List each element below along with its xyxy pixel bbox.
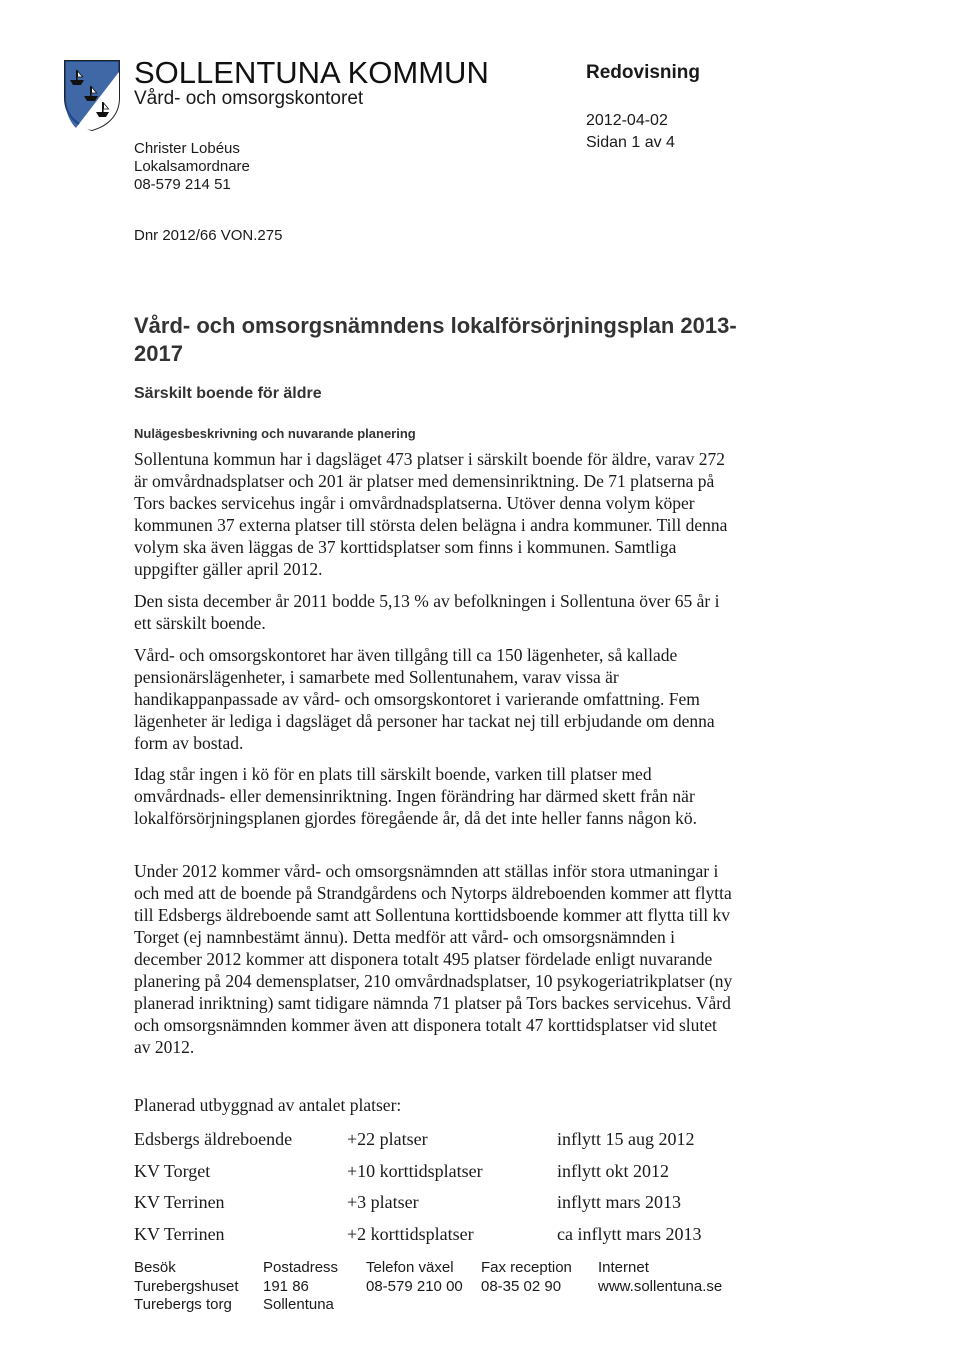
- planned-change: +10 korttidsplatser: [347, 1160, 483, 1181]
- paragraph: Vård- och omsorgskontoret har även tillgång till ca 150 lägenheter, så kallade pensionärslägenheter, i samarbete med Sollentunahem, varav vissa är handikappanpassade av vård- och omsorgskontoret i varierande omfattning. Fem lägenheter är lediga i dagsläget då personer har tackat nej till erbjudande om denna form av bostad.: [134, 645, 715, 753]
- footer-value: 08-579 210 00: [366, 1277, 463, 1295]
- footer-website-link[interactable]: www.sollentuna.se: [598, 1277, 723, 1295]
- planned-place: Edsbergs äldreboende: [134, 1129, 293, 1150]
- footer-internet: [598, 1259, 722, 1296]
- contact-title: Lokalsamordnare: [134, 158, 250, 175]
- planned-move-in: inflytt mars 2013: [557, 1192, 681, 1213]
- footer-label: Fax reception: [481, 1259, 572, 1276]
- table-row: [134, 1219, 774, 1251]
- footer-value: Turebergs torg: [134, 1296, 232, 1313]
- footer-label: Besök: [134, 1259, 176, 1276]
- planned-place: KV Terrinen: [134, 1223, 225, 1244]
- footer-telephone: [366, 1259, 463, 1296]
- paragraph: Idag står ingen i kö för en plats till särskilt boende, varken till platser med omvårdnads- eller demensinriktning. Ingen förändring har därmed skett från när lokalförsörjningsplanen gjordes föregående år, då det inte heller fanns någon kö.: [134, 764, 697, 828]
- paragraph: Under 2012 kommer vård- och omsorgsnämnden att ställas inför stora utmaningar i och med att de boende på Strandgårdens och Nytorps äldreboenden kommer att flytta till Edsbergs äldreboende samt att Sollentuna korttidsboende kommer att flytta till kv Torget (ej namnbestämt ännu). Detta medför att vård- och omsorgsnämnden i december 2012 kommer att disponera totalt 495 platser fördelade enligt nuvarande planering på 204 demensplatser, 210 omvårdnadsplatser, 10 psykogeriatrikplatser (ny planerad inriktning) samt tidigare nämnda 71 platser på Tors backes servicehus. Vård och omsorgsnämnden kommer även att disponera totalt 47 korttidsplatser vid slutet av 2012.: [134, 861, 733, 1057]
- contact-name: Christer Lobéus: [134, 140, 240, 157]
- footer-fax: [481, 1259, 572, 1296]
- planned-expansion-table: [134, 1124, 774, 1250]
- planned-move-in: inflytt 15 aug 2012: [557, 1129, 695, 1150]
- table-row: [134, 1124, 774, 1156]
- footer-label: Internet: [598, 1259, 649, 1276]
- table-row: [134, 1187, 774, 1219]
- footer-value: 191 86: [263, 1277, 309, 1295]
- contact-phone: 08-579 214 51: [134, 176, 231, 193]
- document-title: Vård- och omsorgsnämndens lokalförsörjningsplan 2013-2017: [134, 313, 737, 366]
- document-date: 2012-04-02: [586, 112, 668, 129]
- planned-change: +22 platser: [347, 1129, 428, 1150]
- footer-label: Telefon växel: [366, 1259, 454, 1276]
- document-subtitle: Särskilt boende för äldre: [134, 385, 322, 402]
- paragraph: Sollentuna kommun har i dagsläget 473 platser i särskilt boende för äldre, varav 272 är omvårdnadsplatser och 201 är platser med demensinriktning. De 71 platserna på Tors backes servicehus ingår i omvårdnadsplatserna. Utöver denna volym köper kommunen 37 externa platser till största delen belägna i andra kommuner. Till denna volym ska även läggas de 37 korttidsplatser som finns i kommunen. Samtliga uppgifter gäller april 2012.: [134, 449, 728, 579]
- table-row: [134, 1156, 774, 1188]
- paragraph: Den sista december år 2011 bodde 5,13 % av befolkningen i Sollentuna över 65 år i ett särskilt boende.: [134, 591, 720, 633]
- org-name: SOLLENTUNA KOMMUN: [134, 55, 489, 90]
- org-subtitle: Vård- och omsorgskontoret: [134, 88, 364, 109]
- paragraph: Planerad utbyggnad av antalet platser:: [134, 1095, 402, 1115]
- planned-change: +2 korttidsplatser: [347, 1223, 474, 1244]
- footer-visit: [134, 1259, 239, 1315]
- footer-value: Turebergshuset: [134, 1277, 239, 1295]
- page-indicator: Sidan 1 av 4: [586, 134, 675, 151]
- planned-move-in: inflytt okt 2012: [557, 1160, 669, 1181]
- document-type: Redovisning: [586, 62, 701, 83]
- registration-number: Dnr 2012/66 VON.275: [134, 227, 283, 244]
- planned-place: KV Terrinen: [134, 1192, 225, 1213]
- footer-value: Sollentuna: [263, 1296, 334, 1313]
- footer-label: Postadress: [263, 1259, 339, 1276]
- footer-value: 08-35 02 90: [481, 1277, 562, 1295]
- planned-change: +3 platser: [347, 1192, 419, 1213]
- section-heading: Nulägesbeskrivning och nuvarande planering: [134, 426, 416, 441]
- sollentuna-coat-of-arms-icon: [62, 58, 122, 132]
- planned-move-in: ca inflytt mars 2013: [557, 1223, 702, 1244]
- footer-postal-address: [263, 1259, 338, 1315]
- planned-place: KV Torget: [134, 1160, 211, 1181]
